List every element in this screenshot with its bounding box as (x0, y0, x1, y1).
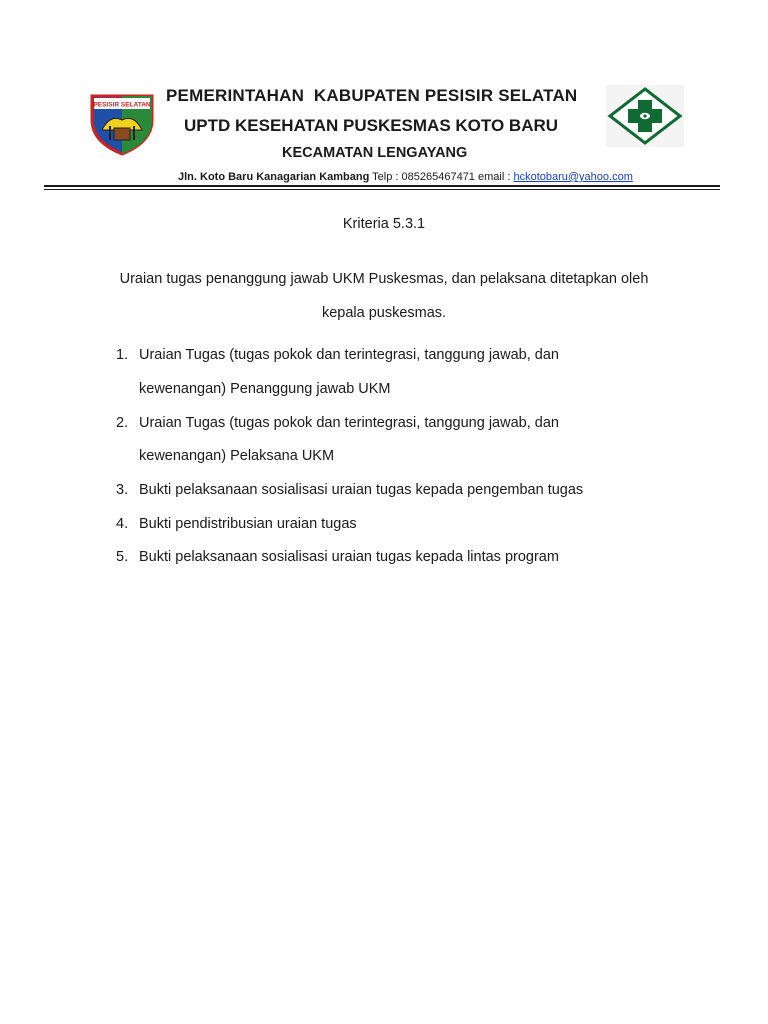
list-text: Bukti pelaksanaan sosialisasi uraian tugas kepada lintas program (139, 549, 559, 565)
list-item-1 (116, 347, 559, 363)
letterhead-divider-thin (44, 189, 720, 190)
list-item-4 (116, 516, 357, 532)
list-item-5 (116, 549, 559, 565)
shield-label: PESISIR SELATAN (93, 101, 151, 109)
letterhead-divider-thick (44, 185, 720, 187)
letterhead-government-title: PEMERINTAHAN KABUPATEN PESISIR SELATAN (166, 86, 578, 105)
letterhead-institution-title: UPTD KESEHATAN PUSKESMAS KOTO BARU (184, 116, 559, 135)
email-link[interactable]: hckotobaru@yahoo.com (513, 171, 633, 183)
address-street: Jln. Koto Baru Kanagarian Kambang (178, 171, 370, 183)
letterhead-district: KECAMATAN LENGAYANG (282, 145, 468, 161)
list-text: Bukti pendistribusian uraian tugas (139, 516, 357, 532)
intro-line-2: kepala puskesmas. (321, 305, 447, 321)
list-number: 3. (116, 482, 129, 498)
list-number: 1. (116, 347, 129, 363)
address-phone: Telp : 085265467471 email : (369, 171, 514, 183)
list-text: Uraian Tugas (tugas pokok dan terintegrasi, tanggung jawab, dan (139, 415, 559, 431)
list-text: Bukti pelaksanaan sosialisasi uraian tugas kepada pengemban tugas (139, 482, 584, 498)
criteria-heading: Kriteria 5.3.1 (342, 216, 426, 232)
list-item-2-continuation: kewenangan) Pelaksana UKM (139, 448, 335, 464)
list-number: 4. (116, 516, 129, 532)
puskesmas-logo-icon (606, 85, 684, 147)
list-item-2 (116, 415, 559, 431)
intro-line-1: Uraian tugas penanggung jawab UKM Puskesmas, dan pelaksana ditetapkan oleh (119, 271, 649, 287)
regency-shield-emblem-icon (86, 90, 158, 156)
list-text: Uraian Tugas (tugas pokok dan terintegrasi, tanggung jawab, dan (139, 347, 559, 363)
letterhead-address (178, 171, 633, 183)
list-number: 2. (116, 415, 129, 431)
list-number: 5. (116, 549, 129, 565)
list-item-1-continuation: kewenangan) Penanggung jawab UKM (139, 381, 391, 397)
list-item-3 (116, 482, 583, 498)
